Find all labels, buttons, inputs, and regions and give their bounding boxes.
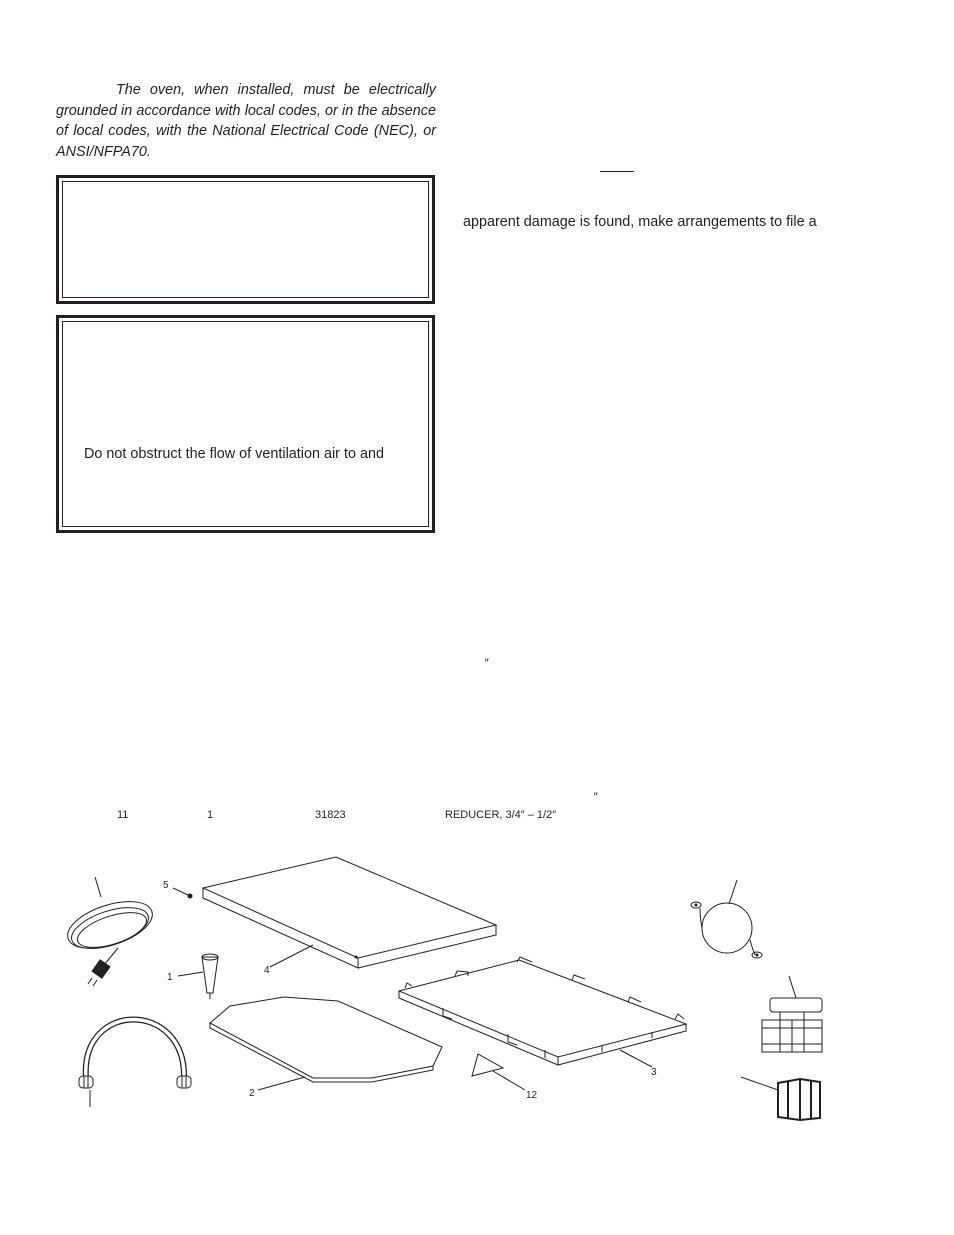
reducer-fitting-illustration [778,1079,820,1120]
parts-row-description: REDUCER, 3/4″ – 1/2″ [445,809,557,821]
gas-valve-illustration [762,998,822,1052]
grounding-note-text: The oven, when installed, must be electrically grounded in accordance with local codes, or in the absence of local codes, with the National Electrical Code (NEC), or ANSI/NFPA70. [56,82,436,160]
callout-12: 12 [526,1090,538,1101]
parts-row-qty: 1 [207,809,214,821]
screw-illustration [188,894,192,898]
ground-cable-leader-line [729,880,737,904]
leg-illustration [202,954,218,999]
ground-cable-illustration [691,902,762,958]
parts-row-item: 11 [117,809,129,821]
inch-mark: ″ [484,656,489,670]
callout-1-leader-line [178,972,203,976]
callout-4-leader-line [270,945,313,967]
underline-rule [600,171,634,172]
damage-instruction-text: apparent damage is found, make arrangements to file a [463,214,817,230]
reducer-leader-line [741,1077,778,1090]
parts-illustration [0,840,954,1130]
bottom-panel-illustration [210,997,442,1082]
parts-row-part-number: 31823 [315,809,346,821]
callout-2: 2 [249,1088,255,1099]
caution-box-inner-border [62,181,429,298]
callout-5-leader-line [173,888,188,895]
grounding-note [56,80,436,162]
inch-mark: ″ [593,790,598,804]
callout-5: 5 [163,880,169,891]
gas-valve-leader-line [789,976,796,998]
callout-3: 3 [651,1067,657,1078]
ventilation-box-inner-border [62,321,429,527]
wedge-illustration [472,1054,503,1076]
gas-hose-illustration [79,1020,191,1089]
callout-1: 1 [167,972,173,983]
callout-2-leader-line [258,1077,305,1090]
caution-box-empty [56,175,435,304]
callout-3-leader-line [620,1050,652,1067]
power-cord-illustration [62,892,158,986]
ventilation-warning-box [56,315,435,533]
callout-4: 4 [264,965,270,976]
top-panel-illustration [203,857,496,968]
callout-12-leader-line [493,1071,525,1090]
ventilation-warning-text: Do not obstruct the flow of ventilation air to and [84,446,384,462]
tray-illustration [399,957,686,1065]
power-cord-leader-line [95,877,101,897]
